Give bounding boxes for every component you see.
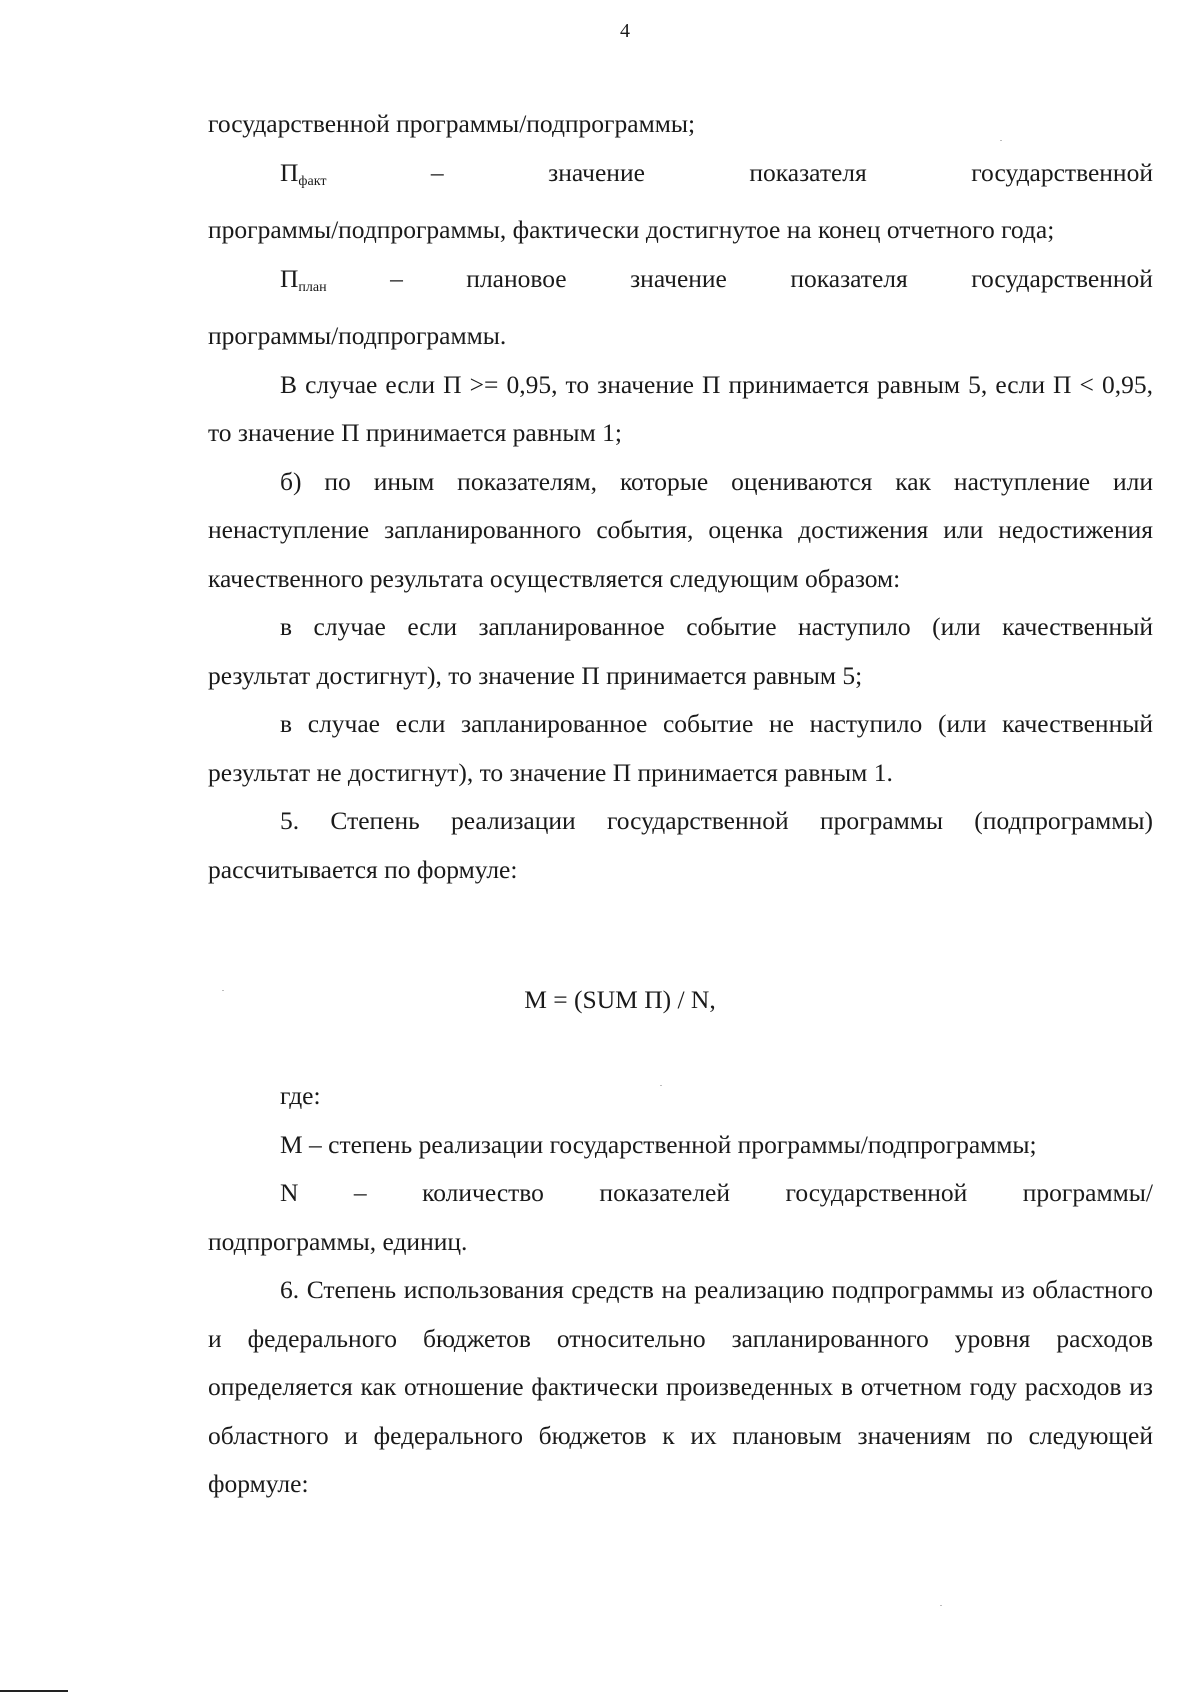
paragraph-5-degree-of-implementation: 5. Степень реализации государственной программы (подпрограммы) рассчитывается по формуле: bbox=[208, 806, 1153, 884]
word: государственной bbox=[971, 157, 1153, 187]
word: показателей bbox=[599, 1178, 731, 1207]
main-text-lower bbox=[208, 1072, 1153, 1509]
definition-pfakt-continuation: программы/подпрограммы, фактически достигнутое на конец отчетного года; bbox=[208, 215, 1055, 244]
dash: – bbox=[390, 263, 403, 293]
word: значение bbox=[630, 263, 727, 293]
scan-edge-mark bbox=[0, 1690, 68, 1692]
word: показателя bbox=[790, 263, 908, 293]
definition-n-continuation: подпрограммы, единиц. bbox=[208, 1226, 468, 1256]
paragraph-event-not-occurred: в случае если запланированное событие не наступило (или качественный результат не достигнут), то значение П принимается равным 1. bbox=[208, 709, 1153, 787]
dash: – bbox=[430, 157, 444, 187]
paragraph-b-other-indicators: б) по иным показателям, которые оцениваются как наступление или ненаступление запланированного события, оценка достижения или недостижения качественного результата осуществляется следующим образом: bbox=[208, 466, 1153, 593]
dash: – bbox=[353, 1178, 367, 1207]
word: плановое bbox=[466, 263, 567, 293]
definition-n bbox=[208, 1169, 1153, 1218]
paragraph-threshold-case: В случае если П >= 0,95, то значение П принимается равным 5, если П < 0,95, то значение П принимается равным 1; bbox=[208, 369, 1153, 447]
scan-speck bbox=[1000, 140, 1002, 141]
word: государственной bbox=[971, 263, 1153, 293]
formula-m: M = (SUM П) / N, bbox=[524, 985, 716, 1014]
page-number: 4 bbox=[620, 20, 630, 42]
symbol-pplan: $П_{план}$ bbox=[280, 263, 327, 295]
symbol-n: N bbox=[280, 1178, 299, 1207]
symbol-pfakt: $П_{факт}$ bbox=[280, 157, 327, 189]
word: показателя bbox=[749, 157, 867, 187]
word: значение bbox=[548, 157, 645, 187]
definition-pplan-continuation: программы/подпрограммы. bbox=[208, 321, 507, 350]
paragraph-program-continuation: государственной программы/подпрограммы; bbox=[208, 109, 696, 138]
paragraph-event-occurred: в случае если запланированное событие наступило (или качественный результат достигнут), то значение П принимается равным 5; bbox=[208, 612, 1153, 690]
main-text-upper bbox=[208, 100, 1153, 894]
definition-pfakt bbox=[208, 149, 1153, 207]
word: количество bbox=[422, 1178, 544, 1207]
scan-speck bbox=[660, 1085, 662, 1086]
definition-pplan bbox=[208, 255, 1153, 313]
word: программы/ bbox=[1022, 1178, 1153, 1207]
paragraph-6-use-of-funds: 6. Степень использования средств на реализацию подпрограммы из областного и федерального бюджетов относительно запланированного уровня расходов определяется как отношение фактически произведенных в отчетном году расходов из областного и федерального бюджетов к их плановым значениям по следующей формуле: bbox=[208, 1275, 1153, 1498]
word: государственной bbox=[785, 1178, 968, 1207]
where-label: где: bbox=[280, 1081, 321, 1110]
scan-speck bbox=[940, 1605, 942, 1606]
scan-speck bbox=[222, 990, 224, 991]
definition-m: M – степень реализации государственной программы/подпрограммы; bbox=[280, 1129, 1037, 1159]
